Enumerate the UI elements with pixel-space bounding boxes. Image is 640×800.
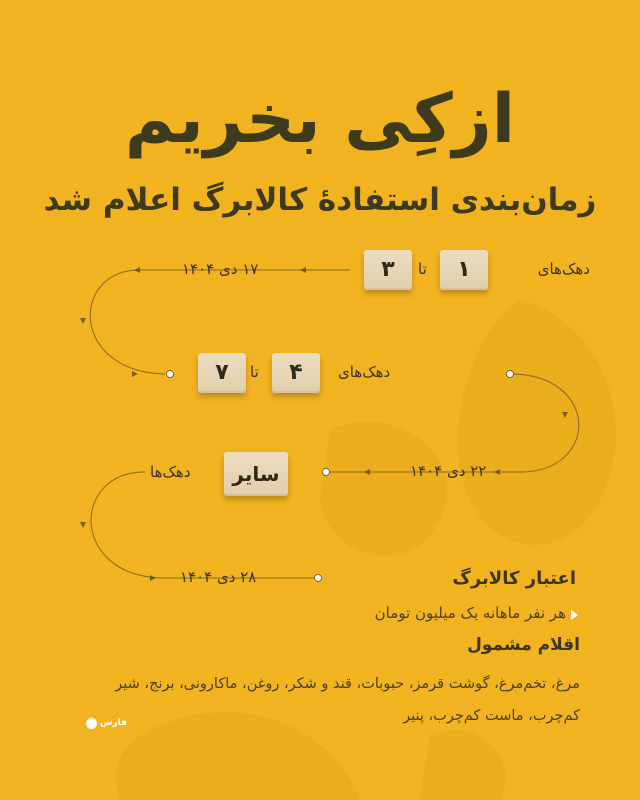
row1-prefix: دهک‌های [537, 260, 590, 278]
row3-date: ۲۸ دی ۱۴۰۴ [180, 568, 257, 586]
arrow-icon [562, 412, 568, 418]
items-title: اقلام مشمول [467, 635, 580, 655]
timeline-dot [315, 575, 322, 582]
arrow-icon [150, 575, 156, 581]
timeline-dot [323, 469, 330, 476]
row2-to-tile: ۷ [198, 353, 246, 393]
triangle-bullet-icon [571, 610, 578, 620]
credit-amount: هر نفر ماهانه یک میلیون تومان [374, 604, 566, 622]
arrow-icon [300, 267, 306, 273]
row3-others-tile: سایر [224, 452, 288, 496]
page-title: ازکِی بخریم [124, 80, 516, 159]
logo-icon [86, 718, 97, 729]
row2-date: ۲۲ دی ۱۴۰۴ [410, 462, 487, 480]
arrow-icon [80, 522, 86, 528]
row1-connector: تا [418, 260, 427, 278]
row2-from-tile: ۴ [272, 353, 320, 393]
arrow-icon [364, 469, 370, 475]
timeline-dot [507, 371, 514, 378]
row1-from-tile: ۱ [440, 250, 488, 290]
row1-date: ۱۷ دی ۱۴۰۴ [182, 260, 259, 278]
row2-connector: تا [250, 363, 259, 381]
agency-logo [86, 716, 130, 730]
timeline-dot [167, 371, 174, 378]
credit-title: اعتبار کالابرگ [452, 568, 576, 589]
row1-to-tile: ۳ [364, 250, 412, 290]
arrow-icon [132, 371, 138, 377]
page-subtitle: زمان‌بندی استفادهٔ کالابرگ اعلام شد [43, 182, 597, 218]
items-list: مرغ، تخم‌مرغ، گوشت قرمز، حبوبات، قند و شکر، روغن، ماکارونی، برنج، شیر کم‌چرب، ماست کم‌چرب، پنیر [115, 676, 580, 724]
row3-suffix: دهک‌ها [150, 463, 191, 481]
arrow-icon [494, 469, 500, 475]
arrow-icon [134, 267, 140, 273]
row2-prefix: دهک‌های [338, 363, 391, 381]
logo-text: فارس [100, 718, 127, 728]
arrow-icon [80, 318, 86, 324]
